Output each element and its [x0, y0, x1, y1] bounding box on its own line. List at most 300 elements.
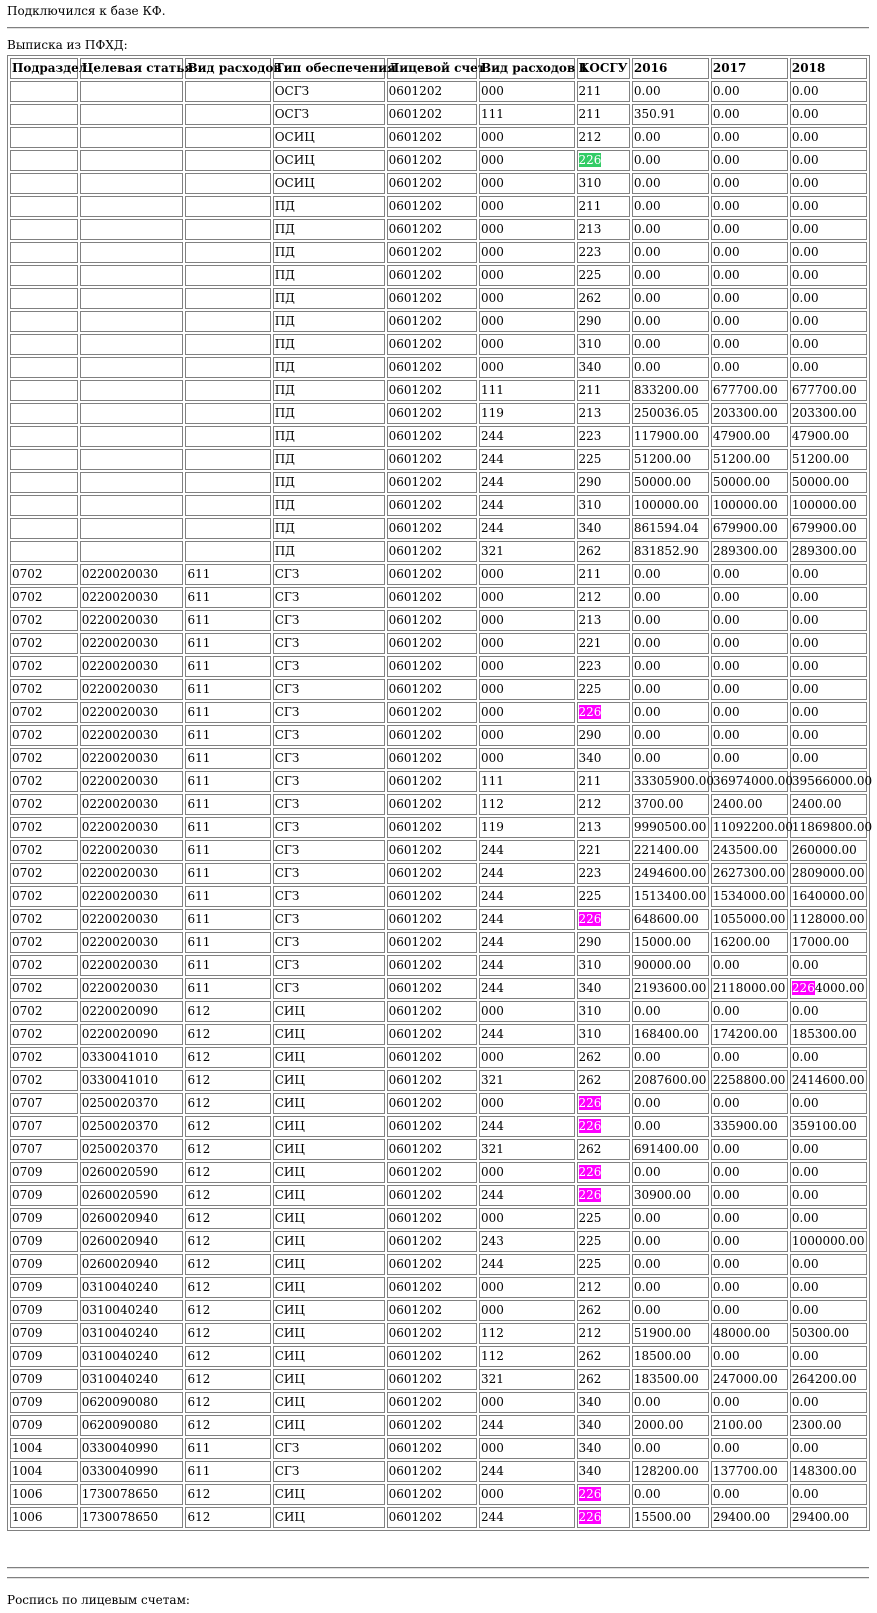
cell-text: ПД: [274, 360, 295, 374]
cell-2017: [711, 357, 788, 378]
cell-vid-rashodov-1: [479, 564, 575, 585]
cell-2016: [632, 955, 709, 976]
cell-2018: [790, 610, 867, 631]
cell-vid-rashodov-1: [479, 334, 575, 355]
cell-celevaya-statya: [80, 1300, 184, 1321]
cell-2017: [711, 794, 788, 815]
cell-text: 0.00: [633, 636, 661, 650]
cell-text: 0.00: [633, 245, 661, 259]
cell-vid-rashodov: [185, 955, 270, 976]
table-row: [10, 219, 867, 240]
cell-vid-rashodov: [185, 1507, 270, 1528]
cell-text: 0220020030: [81, 912, 159, 926]
cell-text: 000: [481, 1165, 504, 1179]
cell-text: 0702: [12, 1004, 43, 1018]
cell-text: ПД: [274, 429, 295, 443]
cell-celevaya-statya: [80, 610, 184, 631]
cell-2018: [790, 380, 867, 401]
cell-2017: [711, 1231, 788, 1252]
cell-licevoy-schet: [387, 1231, 477, 1252]
cell-kosgu: [577, 1461, 630, 1482]
cell-podrazdel: [10, 1116, 78, 1137]
cell-licevoy-schet: [387, 1300, 477, 1321]
cell-podrazdel: [10, 1185, 78, 1206]
cell-podrazdel: [10, 725, 78, 746]
cell-celevaya-statya: [80, 587, 184, 608]
cell-text: 0702: [12, 567, 43, 581]
cell-text: ПД: [274, 314, 295, 328]
cell-vid-rashodov: [185, 357, 270, 378]
cell-text: 0.00: [712, 1096, 740, 1110]
cell-text: СГЗ: [274, 682, 300, 696]
cell-tip-obespecheniya: [273, 334, 385, 355]
cell-2016: [632, 1346, 709, 1367]
cell-text: 290: [578, 314, 602, 328]
cell-licevoy-schet: [387, 127, 477, 148]
cell-2017: [711, 1438, 788, 1459]
cell-tip-obespecheniya: [273, 840, 385, 861]
cell-2016: [632, 656, 709, 677]
table-row: [10, 794, 867, 815]
cell-text: 0601202: [388, 475, 443, 489]
cell-text: СИЦ: [274, 1303, 305, 1317]
header-kosgu: КОСГУ: [577, 58, 630, 79]
table-row: [10, 1162, 867, 1183]
cell-2017: [711, 1346, 788, 1367]
table-row: [10, 81, 867, 102]
cell-text: СИЦ: [274, 1395, 305, 1409]
cell-celevaya-statya: [80, 472, 184, 493]
cell-text: 51200.00: [712, 452, 771, 466]
cell-text: 221: [578, 843, 602, 857]
cell-kosgu: [577, 518, 630, 539]
cell-tip-obespecheniya: [273, 610, 385, 631]
table-row: [10, 564, 867, 585]
cell-podrazdel: [10, 1070, 78, 1091]
header-2016: 2016: [632, 58, 709, 79]
cell-text: 2494600.00: [633, 866, 707, 880]
cell-text: 611: [187, 1441, 211, 1455]
cell-kosgu: [577, 81, 630, 102]
cell-kosgu: [577, 334, 630, 355]
cell-podrazdel: [10, 196, 78, 217]
cell-kosgu: [577, 426, 630, 447]
cell-text: 831852.90: [633, 544, 699, 558]
divider: [7, 1577, 869, 1579]
cell-vid-rashodov-1: [479, 518, 575, 539]
cell-celevaya-statya: [80, 311, 184, 332]
cell-text: 211: [578, 199, 602, 213]
cell-2017: [711, 196, 788, 217]
cell-text: 0.00: [791, 958, 819, 972]
cell-vid-rashodov: [185, 380, 270, 401]
cell-licevoy-schet: [387, 817, 477, 838]
cell-2018: [790, 1231, 867, 1252]
cell-celevaya-statya: [80, 541, 184, 562]
cell-vid-rashodov: [185, 1254, 270, 1275]
cell-kosgu: [577, 656, 630, 677]
cell-text: 000: [481, 360, 504, 374]
cell-vid-rashodov-1: [479, 265, 575, 286]
cell-text: 33305900.00: [633, 774, 715, 788]
cell-text: 50000.00: [791, 475, 850, 489]
cell-text: СГЗ: [274, 636, 300, 650]
cell-kosgu: [577, 265, 630, 286]
table-row: [10, 1346, 867, 1367]
cell-text: 226: [578, 705, 602, 719]
cell-text: 0601202: [388, 153, 443, 167]
table-row: [10, 127, 867, 148]
cell-text: 0.00: [712, 84, 740, 98]
cell-text: 0601202: [388, 820, 443, 834]
table-row: [10, 1323, 867, 1344]
cell-text: ПД: [274, 498, 295, 512]
cell-2017: [711, 518, 788, 539]
cell-2018: [790, 173, 867, 194]
cell-podrazdel: [10, 334, 78, 355]
cell-tip-obespecheniya: [273, 1392, 385, 1413]
cell-text: СИЦ: [274, 1073, 305, 1087]
cell-vid-rashodov-1: [479, 633, 575, 654]
cell-text: 0702: [12, 1073, 43, 1087]
cell-licevoy-schet: [387, 518, 477, 539]
cell-podrazdel: [10, 265, 78, 286]
cell-text: 000: [481, 1395, 504, 1409]
cell-text: 0.00: [791, 1395, 819, 1409]
cell-text: 0.00: [712, 1487, 740, 1501]
cell-text: 183500.00: [633, 1372, 699, 1386]
cell-2016: [632, 403, 709, 424]
cell-text: 612: [187, 1211, 211, 1225]
cell-tip-obespecheniya: [273, 1070, 385, 1091]
cell-vid-rashodov-1: [479, 748, 575, 769]
cell-2018: [790, 1047, 867, 1068]
cell-text: 2087600.00: [633, 1073, 707, 1087]
pfhd-table: [7, 55, 873, 1531]
cell-text: 0.00: [633, 1119, 661, 1133]
cell-licevoy-schet: [387, 1484, 477, 1505]
cell-vid-rashodov: [185, 104, 270, 125]
cell-text: 244: [481, 1510, 504, 1524]
cell-kosgu: [577, 1070, 630, 1091]
cell-vid-rashodov: [185, 311, 270, 332]
cell-2017: [711, 1024, 788, 1045]
cell-vid-rashodov-1: [479, 955, 575, 976]
cell-licevoy-schet: [387, 380, 477, 401]
cell-vid-rashodov-1: [479, 173, 575, 194]
cell-licevoy-schet: [387, 702, 477, 723]
cell-text: 2300.00: [791, 1418, 842, 1432]
cell-text: 100000.00: [791, 498, 857, 512]
table-row: [10, 1139, 867, 1160]
cell-licevoy-schet: [387, 173, 477, 194]
cell-text: СИЦ: [274, 1280, 305, 1294]
cell-licevoy-schet: [387, 909, 477, 930]
table-row: [10, 978, 867, 999]
cell-podrazdel: [10, 840, 78, 861]
cell-text: 211: [578, 383, 602, 397]
cell-vid-rashodov: [185, 1438, 270, 1459]
cell-text: 244: [481, 498, 504, 512]
cell-text: 611: [187, 751, 211, 765]
cell-text: СИЦ: [274, 1050, 305, 1064]
cell-text: 0601202: [388, 912, 443, 926]
cell-celevaya-statya: [80, 334, 184, 355]
header-2017: 2017: [711, 58, 788, 79]
cell-text: 0709: [12, 1188, 43, 1202]
cell-tip-obespecheniya: [273, 311, 385, 332]
cell-kosgu: [577, 1369, 630, 1390]
cell-vid-rashodov-1: [479, 104, 575, 125]
cell-text: 000: [481, 1050, 504, 1064]
cell-podrazdel: [10, 242, 78, 263]
cell-text: 0220020030: [81, 866, 159, 880]
cell-vid-rashodov: [185, 863, 270, 884]
cell-text: 244: [481, 1027, 504, 1041]
cell-text: СГЗ: [274, 1464, 300, 1478]
cell-2016: [632, 1185, 709, 1206]
cell-text: 0702: [12, 935, 43, 949]
cell-kosgu: [577, 909, 630, 930]
cell-2016: [632, 1369, 709, 1390]
cell-tip-obespecheniya: [273, 242, 385, 263]
cell-2016: [632, 1300, 709, 1321]
cell-kosgu: [577, 932, 630, 953]
cell-vid-rashodov: [185, 1323, 270, 1344]
cell-text: 243500.00: [712, 843, 778, 857]
cell-text: СИЦ: [274, 1326, 305, 1340]
cell-celevaya-statya: [80, 794, 184, 815]
cell-text: 0.00: [712, 337, 740, 351]
cell-text: 833200.00: [633, 383, 699, 397]
cell-text: 0310040240: [81, 1349, 159, 1363]
cell-text: 0330040990: [81, 1441, 159, 1455]
cell-text: 0.00: [712, 958, 740, 972]
cell-celevaya-statya: [80, 1346, 184, 1367]
cell-celevaya-statya: [80, 1438, 184, 1459]
cell-2017: [711, 1185, 788, 1206]
cell-tip-obespecheniya: [273, 127, 385, 148]
cell-kosgu: [577, 1231, 630, 1252]
cell-text: 128200.00: [633, 1464, 699, 1478]
cell-2016: [632, 1208, 709, 1229]
cell-text: 0.00: [791, 1188, 819, 1202]
cell-text: 0.00: [791, 199, 819, 213]
cell-text: 000: [481, 268, 504, 282]
cell-text: 612: [187, 1395, 211, 1409]
cell-text: 340: [578, 1464, 602, 1478]
cell-vid-rashodov: [185, 932, 270, 953]
cell-text: 0260020590: [81, 1165, 159, 1179]
cell-tip-obespecheniya: [273, 1093, 385, 1114]
cell-celevaya-statya: [80, 656, 184, 677]
cell-vid-rashodov: [185, 1208, 270, 1229]
cell-vid-rashodov: [185, 150, 270, 171]
cell-text: 244: [481, 866, 504, 880]
cell-text: 0.00: [791, 567, 819, 581]
cell-kosgu: [577, 541, 630, 562]
cell-2016: [632, 219, 709, 240]
table-row: [10, 357, 867, 378]
cell-text: 0.00: [791, 705, 819, 719]
cell-podrazdel: [10, 909, 78, 930]
cell-text: 0250020370: [81, 1096, 159, 1110]
cell-text: 0.00: [712, 1142, 740, 1156]
cell-licevoy-schet: [387, 196, 477, 217]
cell-celevaya-statya: [80, 104, 184, 125]
cell-podrazdel: [10, 1484, 78, 1505]
cell-text: 000: [481, 130, 504, 144]
cell-text: 0260020940: [81, 1234, 159, 1248]
cell-licevoy-schet: [387, 840, 477, 861]
cell-text: 0.00: [633, 84, 661, 98]
cell-text: 0601202: [388, 958, 443, 972]
cell-text: 0.00: [791, 1280, 819, 1294]
cell-text: 0.00: [633, 130, 661, 144]
cell-text: 0.00: [791, 1050, 819, 1064]
cell-text: 1513400.00: [633, 889, 707, 903]
cell-2016: [632, 748, 709, 769]
cell-2018: [790, 196, 867, 217]
cell-text: 243: [481, 1234, 504, 1248]
cell-tip-obespecheniya: [273, 656, 385, 677]
table-row: [10, 817, 867, 838]
cell-text: 221400.00: [633, 843, 699, 857]
cell-text: 0702: [12, 590, 43, 604]
cell-2018: [790, 725, 867, 746]
cell-text: 262: [578, 1349, 602, 1363]
cell-vid-rashodov: [185, 1024, 270, 1045]
cell-celevaya-statya: [80, 403, 184, 424]
cell-kosgu: [577, 886, 630, 907]
cell-podrazdel: [10, 380, 78, 401]
cell-text: 612: [187, 1234, 211, 1248]
cell-text: 0.00: [791, 360, 819, 374]
table-row: [10, 748, 867, 769]
cell-text: СИЦ: [274, 1027, 305, 1041]
cell-text: 0.00: [633, 1303, 661, 1317]
cell-vid-rashodov-1: [479, 1300, 575, 1321]
cell-text: 000: [481, 1441, 504, 1455]
cell-text: 0601202: [388, 636, 443, 650]
highlight-rest: 4000.00: [814, 981, 865, 995]
cell-text: 0220020030: [81, 613, 159, 627]
cell-2016: [632, 1139, 709, 1160]
table-row: [10, 771, 867, 792]
cell-licevoy-schet: [387, 932, 477, 953]
cell-2017: [711, 81, 788, 102]
cell-text: 51200.00: [633, 452, 692, 466]
cell-kosgu: [577, 495, 630, 516]
cell-podrazdel: [10, 610, 78, 631]
cell-tip-obespecheniya: [273, 633, 385, 654]
cell-2018: [790, 840, 867, 861]
cell-podrazdel: [10, 1231, 78, 1252]
cell-tip-obespecheniya: [273, 1507, 385, 1528]
cell-text: 0601202: [388, 751, 443, 765]
cell-text: 0601202: [388, 613, 443, 627]
cell-text: 0.00: [791, 1487, 819, 1501]
cell-kosgu: [577, 380, 630, 401]
cell-2017: [711, 886, 788, 907]
cell-podrazdel: [10, 633, 78, 654]
cell-celevaya-statya: [80, 748, 184, 769]
cell-text: 2118000.00: [712, 981, 786, 995]
cell-text: 000: [481, 199, 504, 213]
cell-text: 310: [578, 1004, 602, 1018]
cell-vid-rashodov-1: [479, 863, 575, 884]
cell-licevoy-schet: [387, 242, 477, 263]
cell-kosgu: [577, 1323, 630, 1344]
cell-text: 0.00: [712, 682, 740, 696]
cell-text: 0601202: [388, 360, 443, 374]
cell-text: 0.00: [712, 360, 740, 374]
cell-celevaya-statya: [80, 196, 184, 217]
cell-vid-rashodov: [185, 127, 270, 148]
cell-text: СГЗ: [274, 751, 300, 765]
cell-kosgu: [577, 978, 630, 999]
cell-text: 0.00: [791, 1211, 819, 1225]
cell-kosgu: [577, 587, 630, 608]
cell-text: 0220020030: [81, 751, 159, 765]
cell-text: ПД: [274, 199, 295, 213]
cell-text: 335900.00: [712, 1119, 778, 1133]
cell-text: 0.00: [633, 682, 661, 696]
cell-text: СИЦ: [274, 1510, 305, 1524]
cell-tip-obespecheniya: [273, 1300, 385, 1321]
cell-vid-rashodov-1: [479, 794, 575, 815]
cell-text: 244: [481, 843, 504, 857]
table-row: [10, 1001, 867, 1022]
cell-kosgu: [577, 1484, 630, 1505]
cell-text: 0.00: [712, 590, 740, 604]
section-caption: Роспись по лицевым счетам:: [7, 1593, 190, 1607]
cell-2017: [711, 150, 788, 171]
cell-kosgu: [577, 863, 630, 884]
cell-text: 0.00: [633, 314, 661, 328]
cell-podrazdel: [10, 104, 78, 125]
cell-text: 225: [578, 682, 602, 696]
cell-text: СИЦ: [274, 1188, 305, 1202]
cell-text: 212: [578, 797, 602, 811]
cell-text: 0.00: [712, 659, 740, 673]
cell-2018: [790, 1369, 867, 1390]
cell-celevaya-statya: [80, 1507, 184, 1528]
cell-text: 0702: [12, 682, 43, 696]
table-row: [10, 288, 867, 309]
cell-text: 0702: [12, 1050, 43, 1064]
cell-text: СГЗ: [274, 866, 300, 880]
cell-text: 50000.00: [633, 475, 692, 489]
cell-tip-obespecheniya: [273, 1438, 385, 1459]
cell-text: 0.00: [791, 153, 819, 167]
cell-2017: [711, 1369, 788, 1390]
cell-celevaya-statya: [80, 1116, 184, 1137]
cell-vid-rashodov-1: [479, 1323, 575, 1344]
cell-text: 321: [481, 1372, 504, 1386]
cell-text: 340: [578, 1441, 602, 1455]
cell-text: 0.00: [712, 1441, 740, 1455]
cell-licevoy-schet: [387, 1346, 477, 1367]
cell-text: 1640000.00: [791, 889, 865, 903]
cell-kosgu: [577, 1277, 630, 1298]
cell-text: СГЗ: [274, 958, 300, 972]
cell-licevoy-schet: [387, 794, 477, 815]
cell-tip-obespecheniya: [273, 863, 385, 884]
header-licevoy-schet: Лицевой счет: [387, 58, 477, 79]
cell-vid-rashodov-1: [479, 541, 575, 562]
cell-2018: [790, 288, 867, 309]
